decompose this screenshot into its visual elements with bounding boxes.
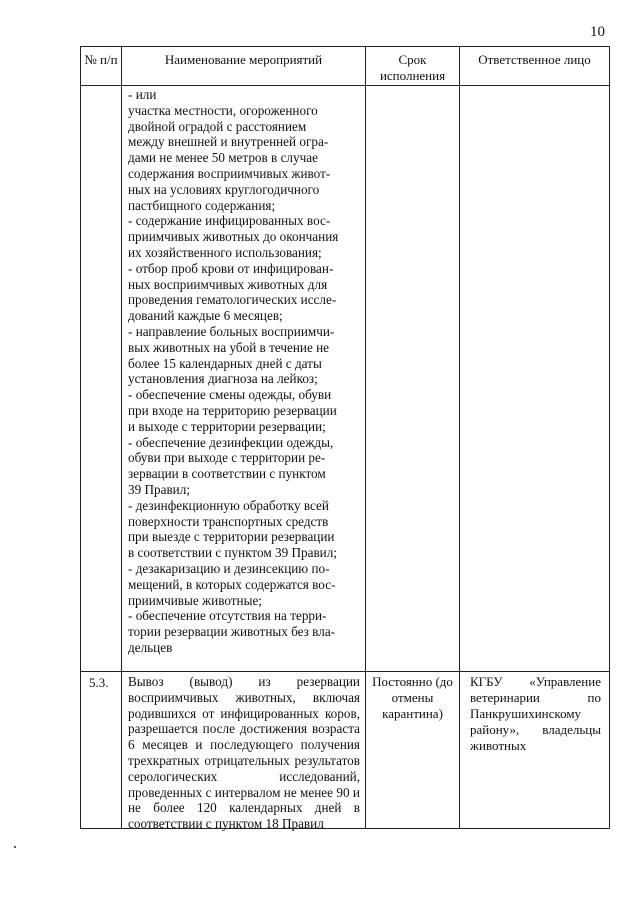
- continuation-line: зервации в соответствии с пунктом: [128, 466, 326, 482]
- measures-table: [80, 46, 610, 832]
- continuation-line: проведения гематологических иссле-: [128, 292, 337, 308]
- measure-description: Вывоз (вывод) из резервации восприимчивых животных, включая родившихся от инфицированных коров, разрешается после достижения возраста 6 месяцев и последующего получения трехкратных отрицательных результатов серологических исследований, проведенных с интервалом не менее 90 и не более 120 календарных дней в соответствии с пунктом 18 Правил: [128, 674, 360, 832]
- continuation-line: - обеспечение дезинфекции одежды,: [128, 434, 334, 450]
- continuation-line: мещений, в которых содержатся вос-: [128, 576, 336, 592]
- continuation-line: пастбищного содержания;: [128, 197, 276, 213]
- continuation-line: - дезакаризацию и дезинсекцию по-: [128, 560, 330, 576]
- continuation-line: вых животных на убой в течение не: [128, 339, 330, 355]
- continuation-line: при выезде с территории резервации: [128, 529, 335, 545]
- continuation-line: приимчивые животные;: [128, 592, 262, 608]
- continuation-line: - направление больных восприимчи-: [128, 323, 335, 339]
- continuation-line: дами не менее 50 метров в случае: [128, 150, 318, 166]
- continuation-row: [81, 86, 610, 672]
- continuation-line: приимчивых животных до окончания: [128, 229, 339, 245]
- continuation-line: - обеспечение отсутствия на терри-: [128, 608, 327, 624]
- continuation-line: при входе на территорию резервации: [128, 402, 337, 418]
- continuation-line: более 15 календарных дней с даты: [128, 355, 322, 371]
- continuation-text: [122, 86, 365, 671]
- continuation-line: ных на условиях круглогодичного: [128, 181, 320, 197]
- table-row-5-3: [81, 672, 610, 829]
- responsible-text: КГБУ «Управление ветеринарии по Панкрушихинскому району», владельцы животных: [470, 674, 601, 753]
- continuation-line: двойной оградой с расстоянием: [128, 118, 307, 134]
- continuation-text-cell: [122, 86, 366, 672]
- scan-speck: [14, 846, 16, 848]
- term-text: Постоянно (до отмены карантина): [372, 674, 453, 721]
- continuation-line: содержания восприимчивых живот-: [128, 165, 331, 181]
- continuation-line: ных восприимчивых животных для: [128, 276, 328, 292]
- continuation-line: их хозяйственного использования;: [128, 244, 322, 260]
- continuation-line: - или: [128, 87, 157, 102]
- continuation-line: дований каждые 6 месяцев;: [128, 308, 283, 324]
- header-responsible: Ответственное лицо: [460, 47, 610, 86]
- continuation-line: дельцев: [128, 639, 173, 655]
- continuation-line: в соответствии с пунктом 39 Правил;: [128, 545, 337, 561]
- continuation-line: обуви при выходе с территории ре-: [128, 450, 326, 466]
- continuation-line: тории резервации животных без вла-: [128, 624, 336, 640]
- table-header-row: [81, 47, 610, 86]
- continuation-line: 39 Правил;: [128, 481, 190, 497]
- continuation-line: и выходе с территории резервации;: [128, 418, 326, 434]
- continuation-num-cell: [81, 86, 122, 672]
- continuation-line: установления диагноза на лейкоз;: [128, 371, 318, 387]
- continuation-line: - содержание инфицированных вос-: [128, 213, 331, 229]
- continuation-line: участка местности, огороженного: [128, 102, 318, 118]
- continuation-line: - дезинфекционную обработку всей: [128, 497, 329, 513]
- continuation-term-cell: [366, 86, 460, 672]
- continuation-line: - отбор проб крови от инфицирован-: [128, 260, 334, 276]
- header-num: № п/п: [81, 47, 122, 86]
- header-name: Наименование мероприятий: [122, 47, 366, 86]
- continuation-line: - обеспечение смены одежды, обуви: [128, 387, 332, 403]
- header-term: Срок исполнения: [366, 47, 460, 86]
- continuation-line: поверхности транспортных средств: [128, 513, 329, 529]
- row-number: 5.3.: [89, 675, 109, 690]
- continuation-line: между внешней и внутренней огра-: [128, 134, 329, 150]
- page-number: 10: [590, 24, 605, 40]
- continuation-responsible-cell: [460, 86, 610, 672]
